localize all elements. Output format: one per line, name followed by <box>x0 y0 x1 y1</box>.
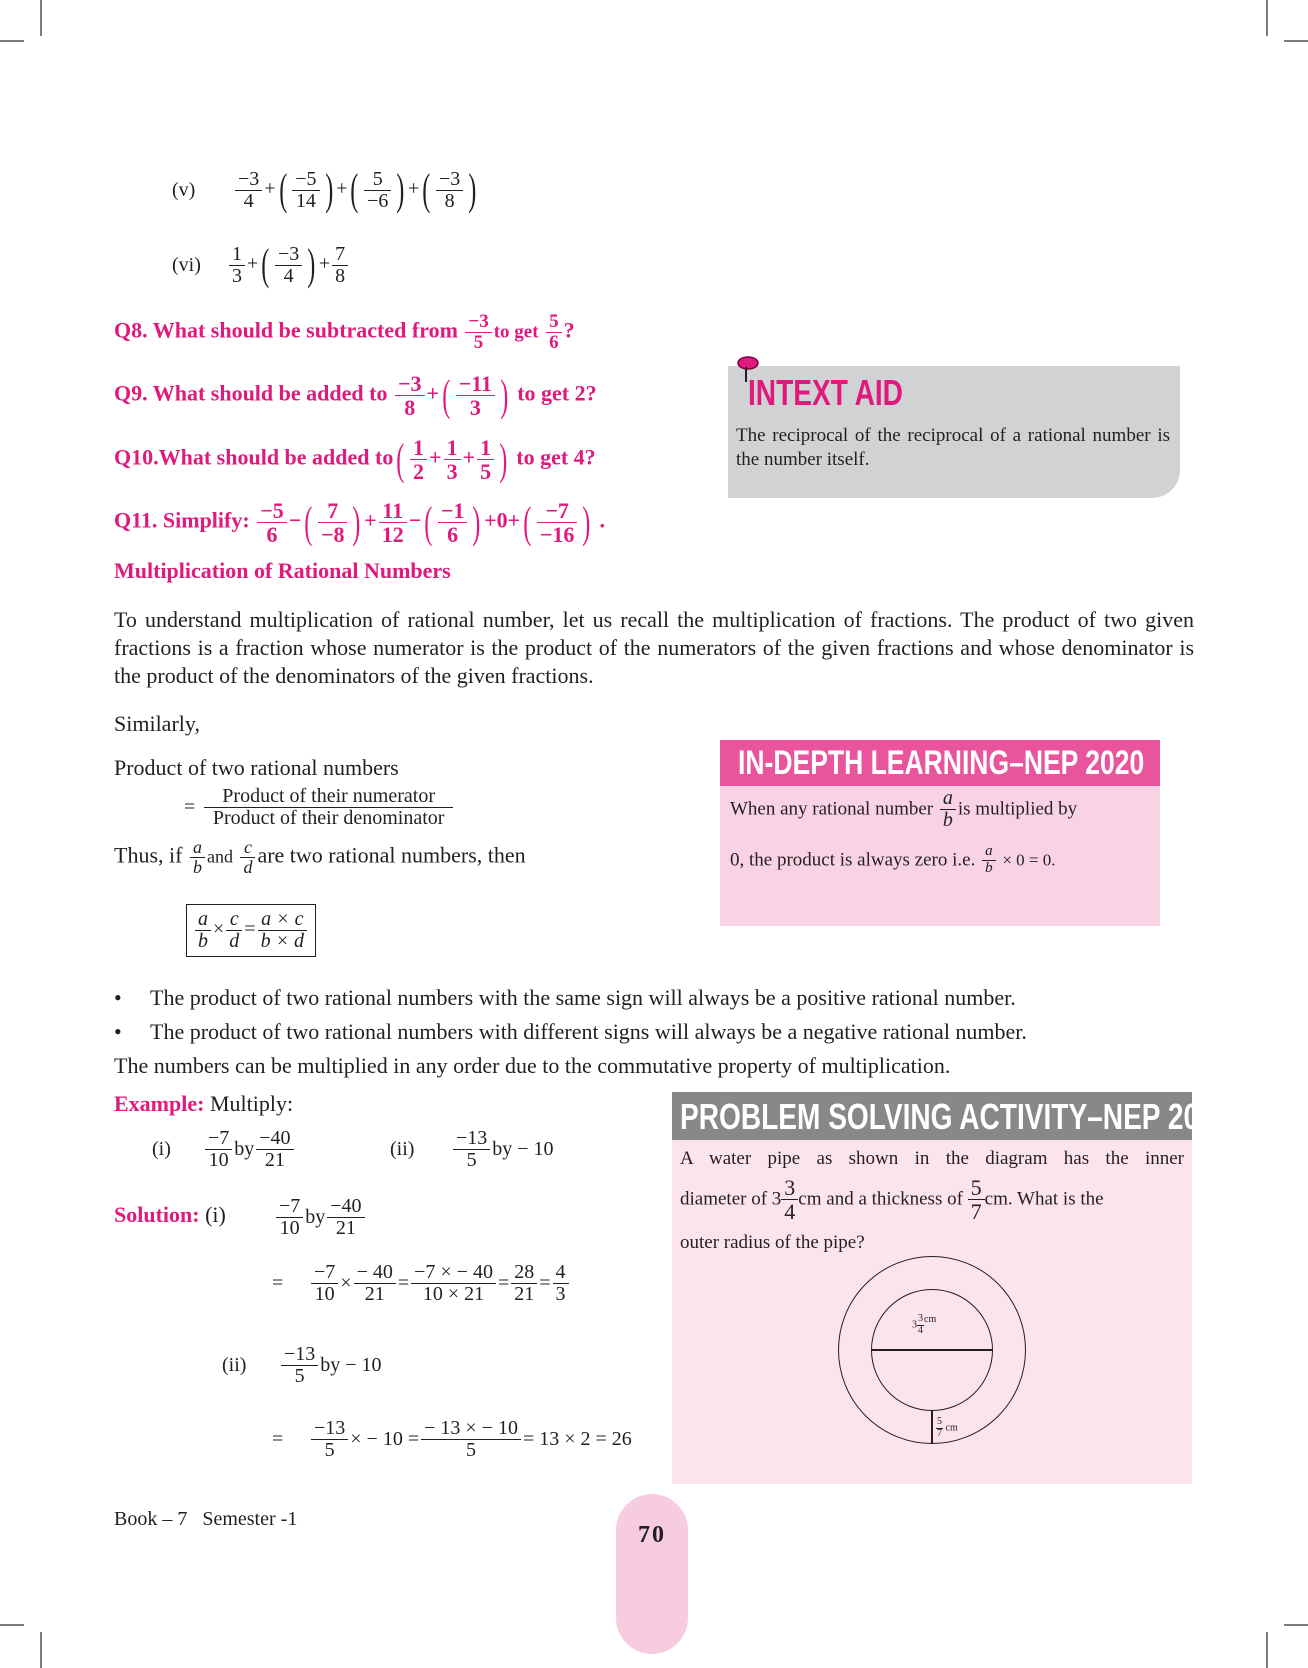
question-q11: Q11. Simplify: $\frac{-5}{6}$ −( $\frac{7}{-8}$ ) + $\frac{11}{12}$ −( $\frac{-1}{6}$ ) +0+( $\frac{-7}{-16}$ ) . <box>114 497 606 548</box>
bullet-1: • The product of two rational numbers with the same sign will always be a positive rational number. <box>114 985 1016 1010</box>
question-q8: Q8. What should be subtracted from $\frac{-3}{5}$ to get $\frac{5}{6}$ ? <box>114 311 575 353</box>
intext-title: INTEXT AID <box>748 372 903 413</box>
problem-header <box>672 1092 1231 1140</box>
question-q9: Q9. What should be added to $\frac{-3}{8}$ +( $\frac{-11}{3}$ ) to get 2? <box>114 370 597 421</box>
intext-aid-box <box>728 366 1180 498</box>
thus-line: Thus, if $\frac{a}{b}$ and $\frac{c}{d}$ are two rational numbers, then <box>114 837 526 877</box>
indepth-line1: When any rational number $\frac{a}{b}$ is multiplied by <box>730 787 1078 831</box>
indepth-box <box>720 740 1160 926</box>
crop-mark <box>1266 0 1268 36</box>
question-q10: Q10.What should be added to( $\frac{1}{2}$ + $\frac{1}{3}$ + $\frac{1}{5}$ ) to get 4? <box>114 434 596 485</box>
example-i: (i) $\frac{-7}{10}$ by $\frac{-40}{21}$ <box>152 1128 296 1171</box>
pipe-thickness-line <box>931 1411 933 1444</box>
example-ii: (ii) $\frac{-13}{5}$ by − 10 <box>390 1127 554 1171</box>
crop-mark <box>40 0 42 36</box>
pipe-diameter-line <box>871 1349 993 1351</box>
intro-paragraph: To understand multiplication of rational number, let us recall the multiplication of fractions. The product of two given fractions is a fraction whose numerator is the product of the numerators of the given fractions and whose denominator is the product of the denominators of the given fractions. <box>114 607 1194 688</box>
indepth-line2: 0, the product is always zero i.e. $\frac{a}{b}$ × 0 = 0. <box>730 843 1056 876</box>
product-formula: = $\frac{\text{Product of their numerator}}{\text{Product of their denominator}}$ <box>184 786 455 829</box>
inner-diameter-label: 3 $\frac{3}{4}$ cm <box>912 1313 937 1336</box>
crop-mark <box>1284 40 1308 42</box>
thickness-label: $\frac{5}{7}$ cm <box>937 1416 958 1439</box>
page-number: 70 <box>638 1522 666 1548</box>
formula-box: $\frac{a}{b}$ × $\frac{c}{d}$ = $\frac{a \times c}{b \times d}$ <box>186 904 316 957</box>
item-label: (vi) <box>172 253 201 276</box>
crop-mark <box>0 40 24 42</box>
crop-mark <box>40 1632 42 1668</box>
problem-box <box>672 1092 1231 1484</box>
solution-i-line2: = $\frac{-7}{10}$ × $\frac{- 40}{21}$ = $\frac{-7 \times - 40}{10 \times 21}$ = $\frac{28}{21}$ = $\frac{4}{3}$ <box>272 1262 571 1305</box>
crop-mark <box>0 1624 24 1626</box>
crop-mark <box>1266 1632 1268 1668</box>
section-heading: Multiplication of Rational Numbers <box>114 558 451 583</box>
similarly-text: Similarly, <box>114 711 200 736</box>
problem-line2: diameter of 3 $\frac{3}{4}$ cm and a thickness of $\frac{5}{7}$ cm. What is the <box>680 1175 1104 1225</box>
example-line: Example: Multiply: <box>114 1091 294 1116</box>
indepth-title: IN-DEPTH LEARNING–NEP 2020 <box>738 744 1145 782</box>
solution-ii-line1: (ii) $\frac{-13}{5}$ by − 10 <box>222 1343 382 1387</box>
bullet-2: • The product of two rational numbers with different signs will always be a negative rational number. <box>114 1019 1027 1044</box>
problem-title: PROBLEM SOLVING ACTIVITY–NEP 2020 <box>680 1096 1231 1137</box>
footer-book: Book – 7 Semester -1 <box>114 1508 298 1530</box>
product-line: Product of two rational numbers <box>114 755 399 780</box>
item-label: (v) <box>172 178 196 201</box>
crop-mark <box>1284 1624 1308 1626</box>
commutative-text: The numbers can be multiplied in any order due to the commutative property of multiplication. <box>114 1053 951 1078</box>
exercise-vi: (vi) $\frac{1}{3}$ +( $\frac{-3}{4}$ ) + $\frac{7}{8}$ <box>172 243 350 287</box>
exercise-v: (v) $\frac{-3}{4}$ +( $\frac{-5}{14}$ ) +( $\frac{5}{-6}$ ) +( $\frac{-3}{8}$ ) <box>172 165 477 214</box>
solution-ii-line2: = $\frac{-13}{5}$ × − 10 = $\frac{- 13 \times - 10}{5}$ = 13 × 2 = 26 <box>272 1417 632 1461</box>
indepth-header <box>720 740 1160 786</box>
solution-i-line1: $\frac{-7}{10}$ by $\frac{-40}{21}$ <box>274 1196 367 1239</box>
intext-text: The reciprocal of the reciprocal of a rational number is the number itself. <box>736 425 1170 470</box>
solution-label: Solution: (i) <box>114 1202 226 1227</box>
problem-line3: outer radius of the pipe? <box>680 1232 865 1253</box>
page-number-tab <box>616 1494 688 1654</box>
problem-line1: A water pipe as shown in the diagram has the inner <box>680 1148 1184 1169</box>
